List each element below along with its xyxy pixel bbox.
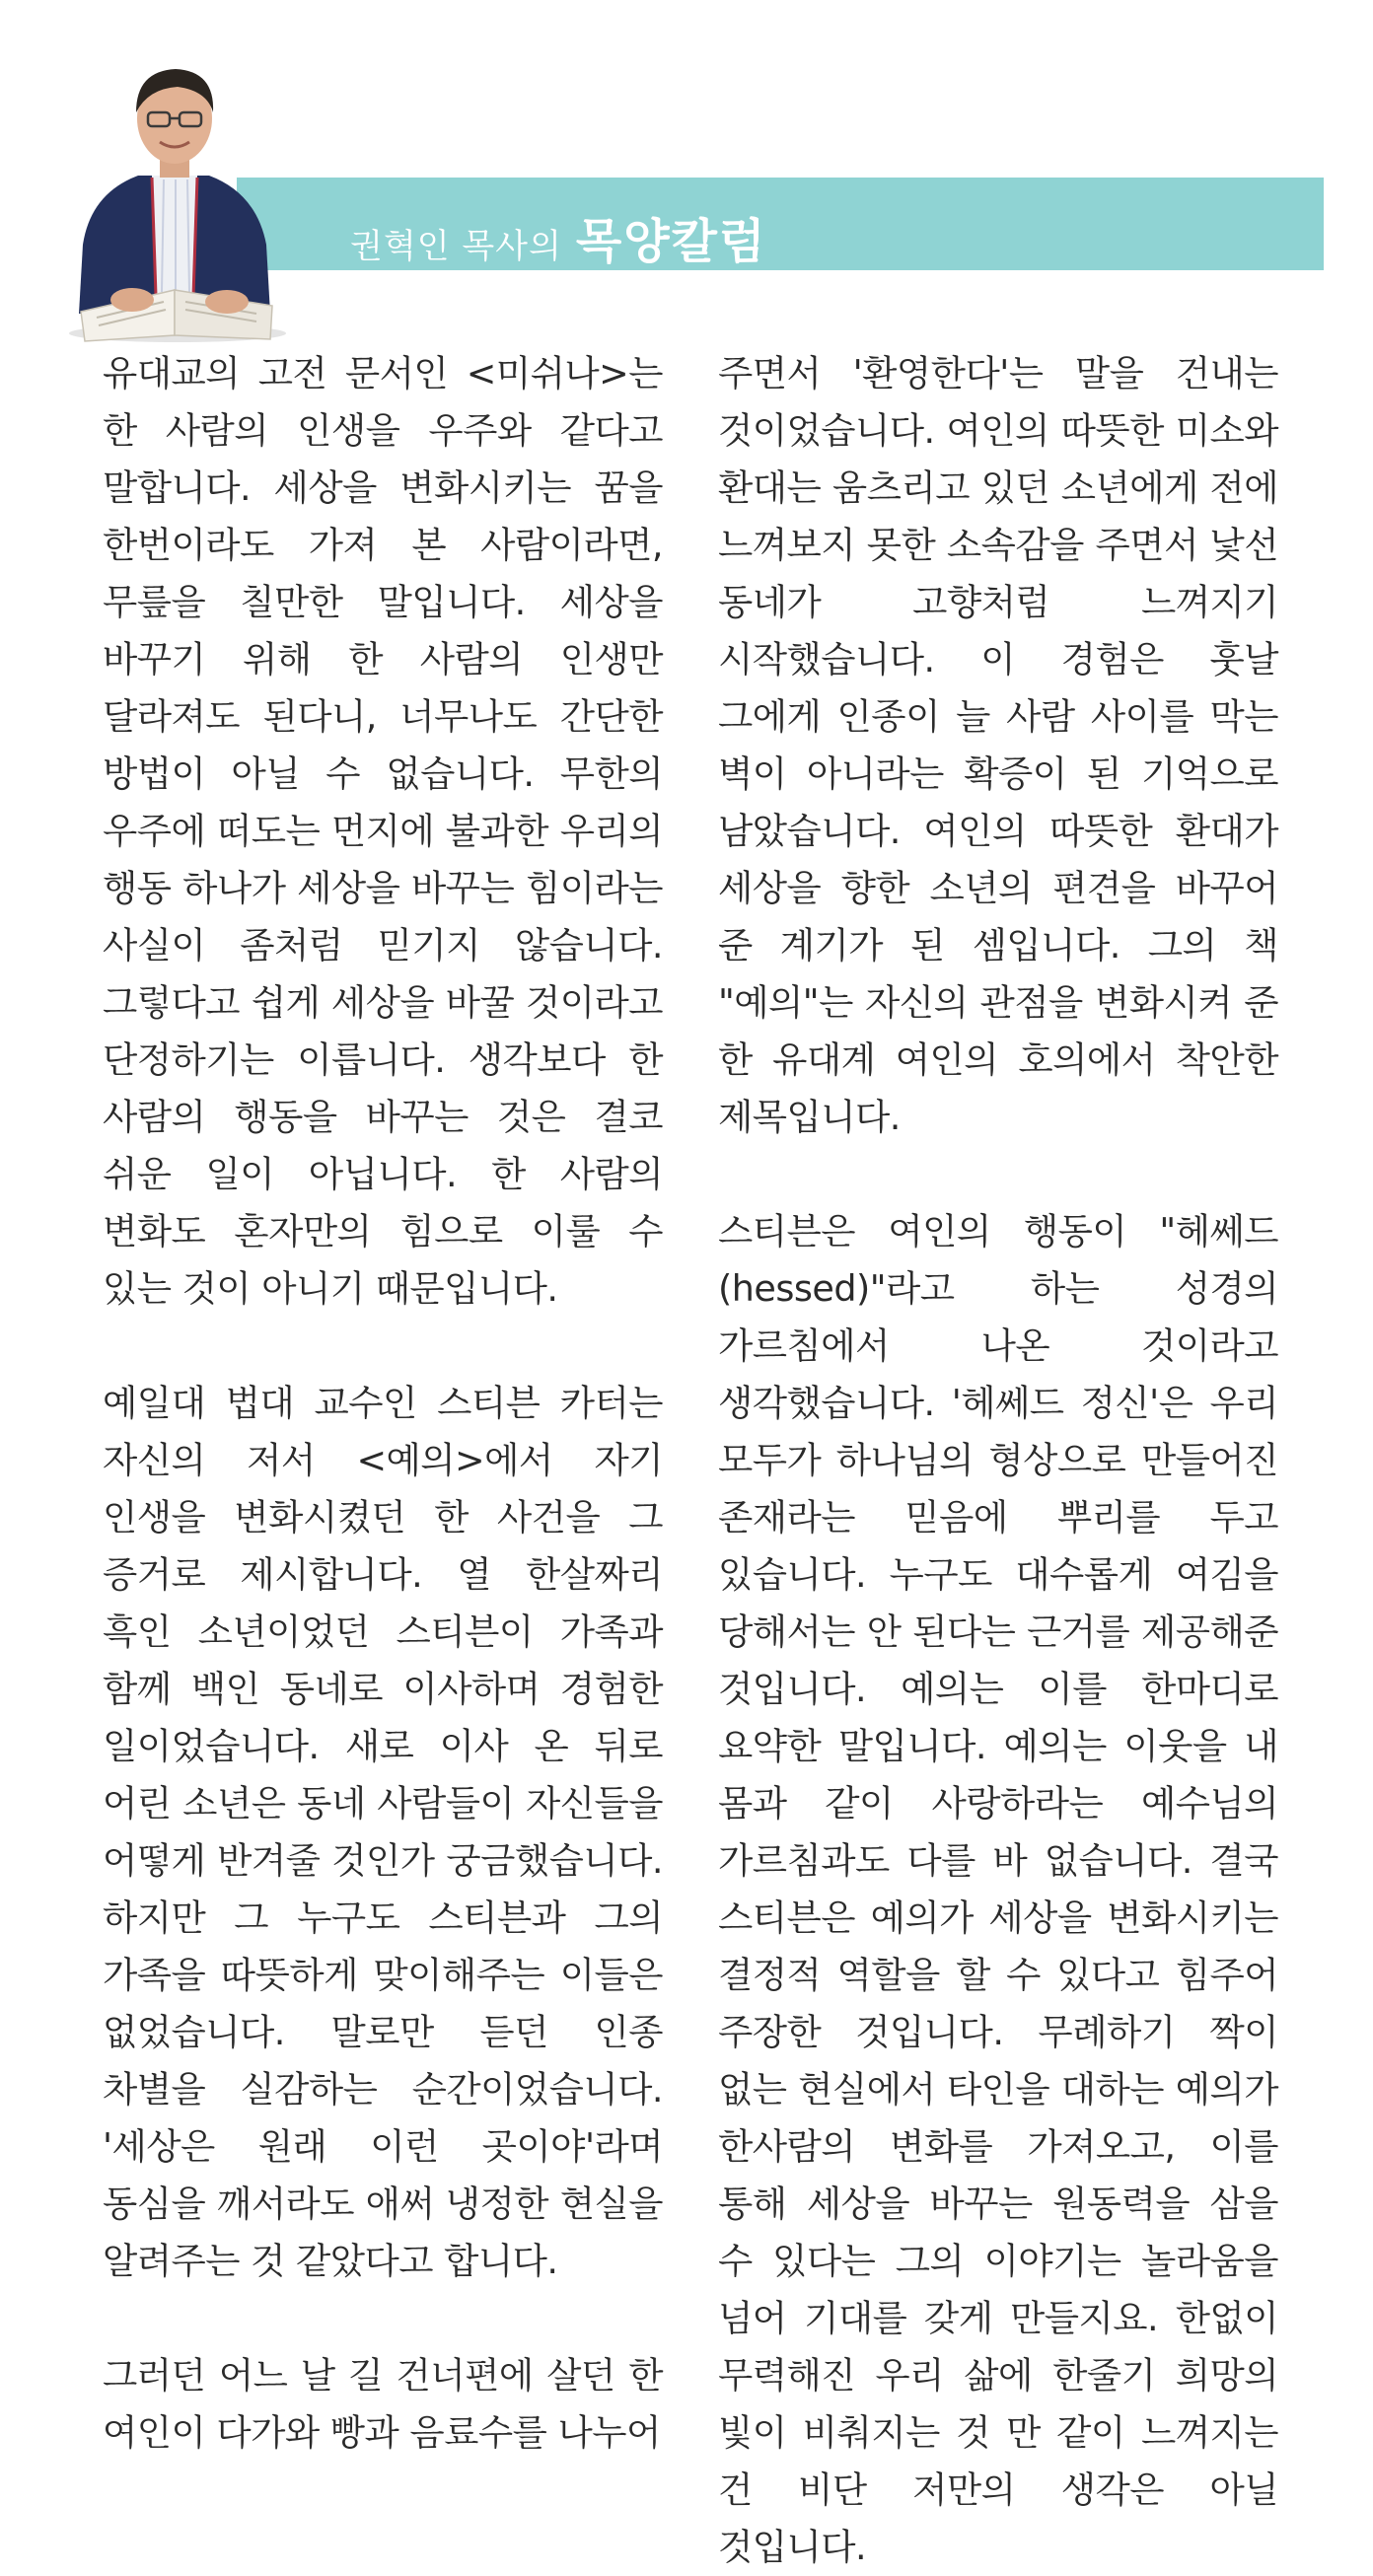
article-paragraph: 그러던 어느 날 길 건너편에 살던 한 여인이 다가와 빵과 음료수를 나누어 [103,2354,663,2454]
article-paragraph: 예일대 법대 교수인 스티븐 카터는 자신의 저서 <예의>에서 자기 인생을 변화시켰던 한 사건을 그 증거로 제시합니다. 열 한살짜리 흑인 소년이었던 스티븐이 가족과 함께 백인 동네로 이사하며 경험한 일이었습니다. 새로 이사 온 뒤로 어린 소년은 동네 사람들이 자신들을 어떻게 반겨줄 것인가 궁금했습니다. 하지만 그 누구도 스티븐과 그의 가족을 따뜻하게 맞이해주는 이들은 없었습니다. 말로만 듣던 인종 차별을 실감하는 순간이었습니다. '세상은 원래 이런 곳이야'라며 동심을 깨서라도 애써 냉정한 현실을 알려주는 것 같았다고 합니다. [103,1382,663,2282]
article-paragraph: 유대교의 고전 문서인 <미쉬나>는 한 사람의 인생을 우주와 같다고 말합니다. 세상을 변화시키는 꿈을 한번이라도 가져 본 사람이라면, 무릎을 칠만한 말입니다. 세상을 바꾸기 위해 한 사람의 인생만 달라져도 된다니, 너무나도 간단한 방법이 아닐 수 없습니다. 무한의 우주에 떠도는 먼지에 불과한 우리의 행동 하나가 세상을 바꾸는 힘이라는 사실이 좀처럼 믿기지 않습니다. 그렇다고 쉽게 세상을 바꿀 것이라고 단정하기는 이릅니다. 생각보다 한 사람의 행동을 바꾸는 것은 결코 쉬운 일이 아닙니다. 한 사람의 변화도 혼자만의 힘으로 이룰 수 있는 것이 아니기 때문입니다. [103,352,663,1310]
pastor-photo [61,47,288,343]
pastor-portrait-icon [61,47,288,343]
article-right-column [718,345,1278,2576]
column-name-label: 목양칼럼 [575,214,767,269]
article-left-column [103,345,663,2462]
author-label: 권혁인 목사의 [350,227,562,266]
column-header [350,178,766,270]
article-paragraph: 주면서 '환영한다'는 말을 건내는 것이었습니다. 여인의 따뜻한 미소와 환대는 움츠리고 있던 소년에게 전에 느껴보지 못한 소속감을 주면서 낯선 동네가 고향처럼 느껴지기 시작했습니다. 이 경험은 훗날 그에게 인종이 늘 사람 사이를 막는 벽이 아니라는 확증이 된 기억으로 남았습니다. 여인의 따뜻한 환대가 세상을 향한 소년의 편견을 바꾸어 준 계기가 된 셈입니다. 그의 책 "예의"는 자신의 관점을 변화시켜 준 한 유대계 여인의 호의에서 착안한 제목입니다. [718,352,1278,1138]
article-paragraph: 스티븐은 여인의 행동이 "헤쎄드(hessed)"라고 하는 성경의 가르침에서 나온 것이라고 생각했습니다. '헤쎄드 정신'은 우리 모두가 하나님의 형상으로 만들어진 존재라는 믿음에 뿌리를 두고 있습니다. 누구도 대수롭게 여김을 당해서는 안 된다는 근거를 제공해준 것입니다. 예의는 이를 한마디로 요약한 말입니다. 예의는 이웃을 내 몸과 같이 사랑하라는 예수님의 가르침과도 다를 바 없습니다. 결국 스티븐은 예의가 세상을 변화시키는 결정적 역할을 할 수 있다고 힘주어 주장한 것입니다. 무례하기 짝이 없는 현실에서 타인을 대하는 예의가 한사람의 변화를 가져오고, 이를 통해 세상을 바꾸는 원동력을 삼을 수 있다는 그의 이야기는 놀라움을 넘어 기대를 갖게 만들지요. 한없이 무력해진 우리 삶에 한줄기 희망의 빛이 비춰지는 것 만 같이 느껴지는 건 비단 저만의 생각은 아닐 것입니다. [718,1210,1278,2568]
